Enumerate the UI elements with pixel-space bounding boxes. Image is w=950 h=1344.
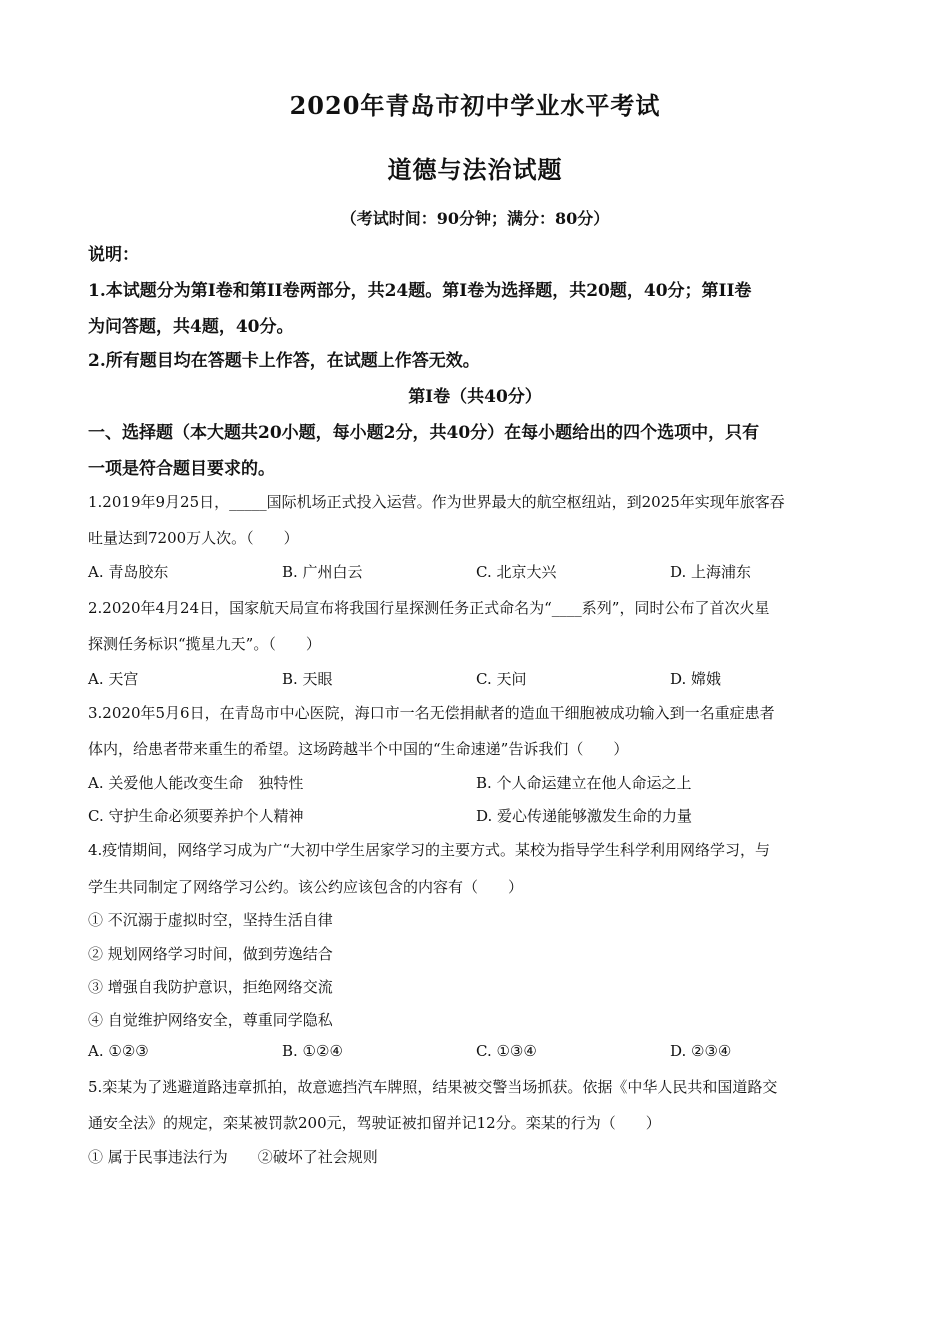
q2-line-2: 探测任务标识“揽星九天”。（ ）: [88, 635, 321, 653]
q3-option-d: D. 爱心传递能够激发生命的力量: [476, 807, 693, 825]
note-line-1b: 为问答题，共4题，40分。: [88, 317, 294, 337]
q4-line-1: 4.疫情期间，网络学习成为广“大初中学生居家学习的主要方式。某校为指导学生科学利用网络学习，与: [88, 841, 770, 859]
q4-option-c: C. ①③④: [476, 1042, 537, 1060]
q1-line-1: 1.2019年9月25日，_____国际机场正式投入运营。作为世界最大的航空枢纽站，到2025年实现年旅客吞: [88, 493, 785, 511]
q4-item-2: ② 规划网络学习时间，做到劳逸结合: [88, 945, 333, 963]
q3-option-b: B. 个人命运建立在他人命运之上: [476, 774, 692, 792]
q2-option-a: A. 天宫: [88, 670, 139, 688]
q4-item-1: ① 不沉溺于虚拟时空，坚持生活自律: [88, 911, 333, 929]
q1-option-b: B. 广州白云: [282, 563, 363, 581]
part-title: 第Ⅰ卷（共40分）: [408, 387, 542, 407]
q4-item-4: ④ 自觉维护网络安全，尊重同学隐私: [88, 1011, 333, 1029]
q3-option-c: C. 守护生命必须要养护个人精神: [88, 807, 304, 825]
q4-item-3: ③ 增强自我防护意识，拒绝网络交流: [88, 978, 333, 996]
q2-option-c: C. 天问: [476, 670, 527, 688]
q5-items: ① 属于民事违法行为 ②破坏了社会规则: [88, 1148, 378, 1166]
q2-option-b: B. 天眼: [282, 670, 333, 688]
q2-option-d: D. 嫦娥: [670, 670, 722, 688]
exam-info: （考试时间：90分钟；满分：80分）: [340, 209, 610, 228]
section-instruction-1: 一、选择题（本大题共20小题，每小题2分，共40分）在每小题给出的四个选项中，只有: [88, 423, 760, 443]
exam-title: 2020年青岛市初中学业水平考试: [289, 91, 661, 120]
q5-line-1: 5.栾某为了逃避道路违章抓拍，故意遮挡汽车牌照，结果被交警当场抓获。依据《中华人民共和国道路交: [88, 1078, 778, 1096]
subject-title: 道德与法治试题: [387, 155, 563, 184]
q4-option-a: A. ①②③: [88, 1042, 149, 1060]
q2-line-1: 2.2020年4月24日，国家航天局宣布将我国行星探测任务正式命名为“____系列”，同时公布了首次火星: [88, 599, 770, 617]
q4-option-d: D. ②③④: [670, 1042, 732, 1060]
q4-option-b: B. ①②④: [282, 1042, 343, 1060]
q3-line-1: 3.2020年5月6日，在青岛市中心医院，海口市一名无偿捐献者的造血干细胞被成功输入到一名重症患者: [88, 704, 775, 722]
q1-option-a: A. 青岛胶东: [88, 563, 169, 581]
notes-heading: 说明：: [88, 245, 139, 265]
section-instruction-2: 一项是符合题目要求的。: [88, 459, 275, 479]
q1-option-c: C. 北京大兴: [476, 563, 557, 581]
note-line-2: 2.所有题目均在答题卡上作答，在试题上作答无效。: [88, 351, 480, 371]
q1-line-2: 吐量达到7200万人次。（ ）: [88, 529, 299, 547]
q5-line-2: 通安全法》的规定，栾某被罚款200元，驾驶证被扣留并记12分。栾某的行为（ ）: [88, 1114, 661, 1132]
q3-option-a: A. 关爱他人能改变生命 独特性: [88, 774, 304, 792]
q3-line-2: 体内，给患者带来重生的希望。这场跨越半个中国的“生命速递”告诉我们（ ）: [88, 740, 629, 758]
q1-option-d: D. 上海浦东: [670, 563, 752, 581]
q4-line-2: 学生共同制定了网络学习公约。该公约应该包含的内容有（ ）: [88, 878, 524, 896]
note-line-1: 1.本试题分为第Ⅰ卷和第II卷两部分，共24题。第Ⅰ卷为选择题，共20题，40分；第II卷: [88, 281, 752, 301]
